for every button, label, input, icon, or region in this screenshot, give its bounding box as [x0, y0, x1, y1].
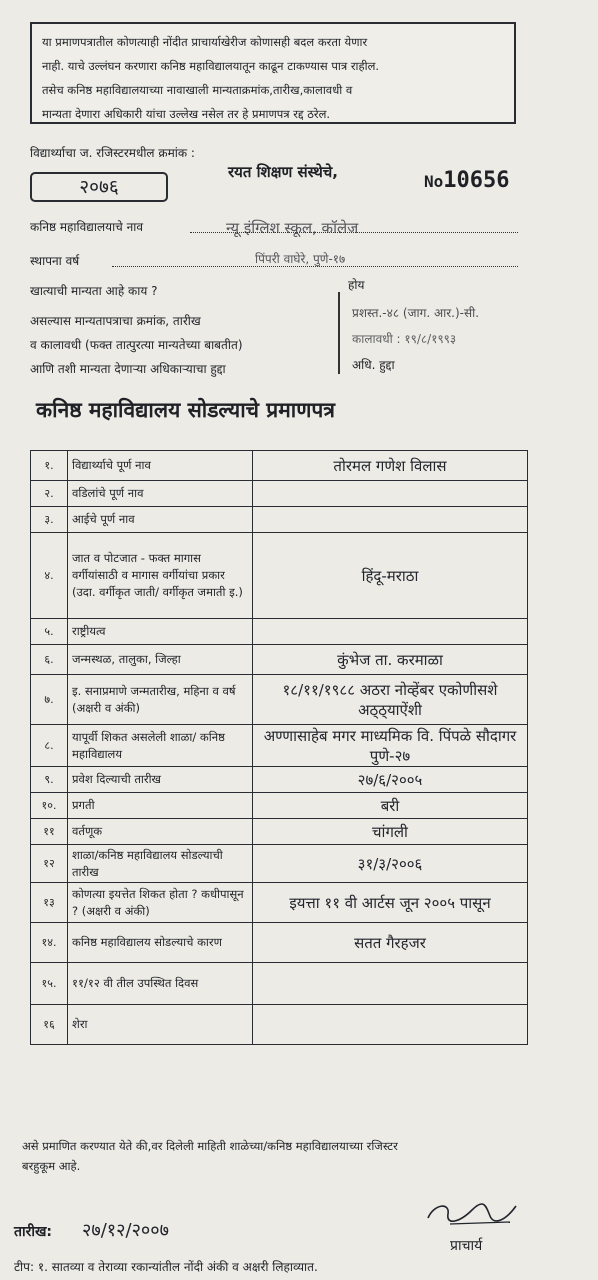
institution-name: रयत शिक्षण संस्थेचे,	[228, 163, 338, 181]
table-row	[31, 883, 528, 923]
row-number: ८.	[31, 725, 68, 767]
table-row	[31, 451, 528, 481]
row-number: १४.	[31, 923, 68, 963]
date-value: २७/१२/२००७	[82, 1220, 170, 1241]
table-row	[31, 1005, 528, 1045]
row-label: शाळा/कनिष्ठ महाविद्यालय सोडल्याची तारीख	[68, 845, 253, 883]
row-value	[253, 1005, 528, 1045]
row-number: ४.	[31, 533, 68, 619]
table-row	[31, 533, 528, 619]
serial-prefix: No	[424, 172, 444, 191]
principal-label: प्राचार्य	[450, 1238, 483, 1254]
row-value: चांगली	[253, 819, 528, 845]
approval-answer: होय	[348, 278, 365, 292]
approval-divider	[338, 292, 340, 374]
authority-label: आणि तशी मान्यता देणाऱ्या अधिकाऱ्याचा हुद्दा	[30, 362, 226, 376]
row-label: वडिलांचे पूर्ण नाव	[68, 481, 253, 507]
row-label: ११/१२ वी तील उपस्थित दिवस	[68, 963, 253, 1005]
row-number: ७.	[31, 675, 68, 725]
certificate-table	[30, 450, 528, 1045]
row-value: तोरमल गणेश विलास	[253, 451, 528, 481]
approval-question: खात्याची मान्यता आहे काय ?	[30, 284, 158, 298]
serial-value: 10656	[443, 168, 510, 193]
row-value: ३१/३/२००६	[253, 845, 528, 883]
table-row	[31, 481, 528, 507]
college-name-stamp: न्यू इंग्लिश स्कूल, कॉलेज	[226, 219, 359, 237]
row-value: १८/११/१९८८ अठरा नोव्हेंबर एकोणीसशे अठ्ठ्याऐंशी	[253, 675, 528, 725]
row-number: २.	[31, 481, 68, 507]
table-row	[31, 793, 528, 819]
row-label: प्रगती	[68, 793, 253, 819]
row-value	[253, 619, 528, 645]
row-label: कनिष्ठ महाविद्यालय सोडल्याचे कारण	[68, 923, 253, 963]
founding-year-label: स्थापना वर्ष	[30, 254, 80, 268]
register-number: २०७६	[30, 172, 168, 202]
row-value: सतत गैरहजर	[253, 923, 528, 963]
certification-line-2: बरहुकूम आहे.	[22, 1159, 81, 1173]
row-label: शेरा	[68, 1005, 253, 1045]
row-value: इयत्ता ११ वी आर्टस जून २००५ पासून	[253, 883, 528, 923]
row-label: विद्यार्थ्याचे पूर्ण नाव	[68, 451, 253, 481]
row-number: ११	[31, 819, 68, 845]
table-row	[31, 645, 528, 675]
row-label: राष्ट्रीयत्व	[68, 619, 253, 645]
serial-number	[424, 168, 510, 193]
row-number: ६.	[31, 645, 68, 675]
row-label: प्रवेश दिल्याची तारीख	[68, 767, 253, 793]
duration-label: व कालावधी (फक्त तात्पुरत्या मान्यतेच्या बाबतीत)	[30, 338, 243, 352]
approval-number-stamp: प्रशस्त.-४८ (जाग. आर.)-सी.	[352, 306, 480, 320]
table-row	[31, 845, 528, 883]
row-label: वर्तणूक	[68, 819, 253, 845]
row-value: अण्णासाहेब मगर माध्यमिक वि. पिंपळे सौदागर पुणे-२७	[253, 725, 528, 767]
row-number: १६	[31, 1005, 68, 1045]
row-label: यापूर्वी शिकत असलेली शाळा/ कनिष्ठ महाविद्यालय	[68, 725, 253, 767]
duration-stamp: कालावधी : १९/८/१९९३	[352, 332, 457, 346]
row-value: हिंदू-मराठा	[253, 533, 528, 619]
table-row	[31, 923, 528, 963]
certification-line-1: असे प्रमाणित करण्यात येते की,वर दिलेली माहिती शाळेच्या/कनिष्ठ महाविद्यालयाच्या रजिस्टर	[22, 1139, 398, 1153]
row-value	[253, 507, 528, 533]
table-row	[31, 725, 528, 767]
table-row	[31, 767, 528, 793]
row-number: ५.	[31, 619, 68, 645]
table-row	[31, 675, 528, 725]
row-label: जन्मस्थळ, तालुका, जिल्हा	[68, 645, 253, 675]
notice-line: या प्रमाणपत्रातील कोणत्याही नोंदीत प्राचार्याखेरीज कोणासही बदल करता येणार	[42, 35, 368, 49]
table-row	[31, 963, 528, 1005]
row-number: १३	[31, 883, 68, 923]
row-value	[253, 963, 528, 1005]
principal-signature	[420, 1196, 530, 1230]
row-label: इ. सनाप्रमाणे जन्मतारीख, महिना व वर्ष (अक्षरी व अंकी)	[68, 675, 253, 725]
row-label: जात व पोटजात - फक्त मागास वर्गीयांसाठी व मागास वर्गीयांचा प्रकार (उदा. वर्गीकृत जाती/ वर्गीकृत जमाती इ.)	[68, 533, 253, 619]
row-number: १५.	[31, 963, 68, 1005]
notice-line: तसेच कनिष्ठ महाविद्यालयाच्या नावाखाली मान्यताक्रमांक,तारीख,कालावधी व	[42, 83, 353, 97]
certificate-rows	[31, 451, 528, 1045]
table-row	[31, 507, 528, 533]
row-value: कुंभेज ता. करमाळा	[253, 645, 528, 675]
row-value: २७/६/२००५	[253, 767, 528, 793]
row-number: १२	[31, 845, 68, 883]
college-name-label: कनिष्ठ महाविद्यालयाचे नाव	[30, 220, 144, 234]
row-number: १०.	[31, 793, 68, 819]
row-number: ३.	[31, 507, 68, 533]
approval-number-label: असल्यास मान्यतापत्राचा क्रमांक, तारीख	[30, 314, 201, 328]
row-label: कोणत्या इयत्तेत शिकत होता ? कधीपासून ? (अक्षरी व अंकी)	[68, 883, 253, 923]
founding-year-stamp: पिंपरी वाघेरे, पुणे-१७	[255, 252, 346, 266]
footnote: टीप: १. सातव्या व तेराव्या रकान्यांतील नोंदी अंकी व अक्षरी लिहाव्यात.	[14, 1260, 318, 1274]
notice-box	[30, 22, 516, 124]
row-value	[253, 481, 528, 507]
table-row	[31, 819, 528, 845]
certificate-title: कनिष्ठ महाविद्यालय सोडल्याचे प्रमाणपत्र	[36, 398, 335, 422]
row-number: १.	[31, 451, 68, 481]
notice-line: मान्यता देणारा अधिकारी यांचा उल्लेख नसेल तर हे प्रमाणपत्र रद्द ठरेल.	[42, 107, 331, 121]
certification-text	[22, 1136, 582, 1176]
notice-line: नाही. याचे उल्लंघन करणारा कनिष्ठ महाविद्यालयातून काढून टाकण्यास पात्र राहील.	[42, 59, 380, 73]
table-row	[31, 619, 528, 645]
register-number-label: विद्यार्थ्याचा ज. रजिस्टरमधील क्रमांक :	[30, 146, 195, 160]
authority-stamp: अधि. हुद्दा	[352, 358, 395, 372]
date-label: तारीख:	[14, 1224, 53, 1240]
row-number: ९.	[31, 767, 68, 793]
row-value: बरी	[253, 793, 528, 819]
row-label: आईचे पूर्ण नाव	[68, 507, 253, 533]
